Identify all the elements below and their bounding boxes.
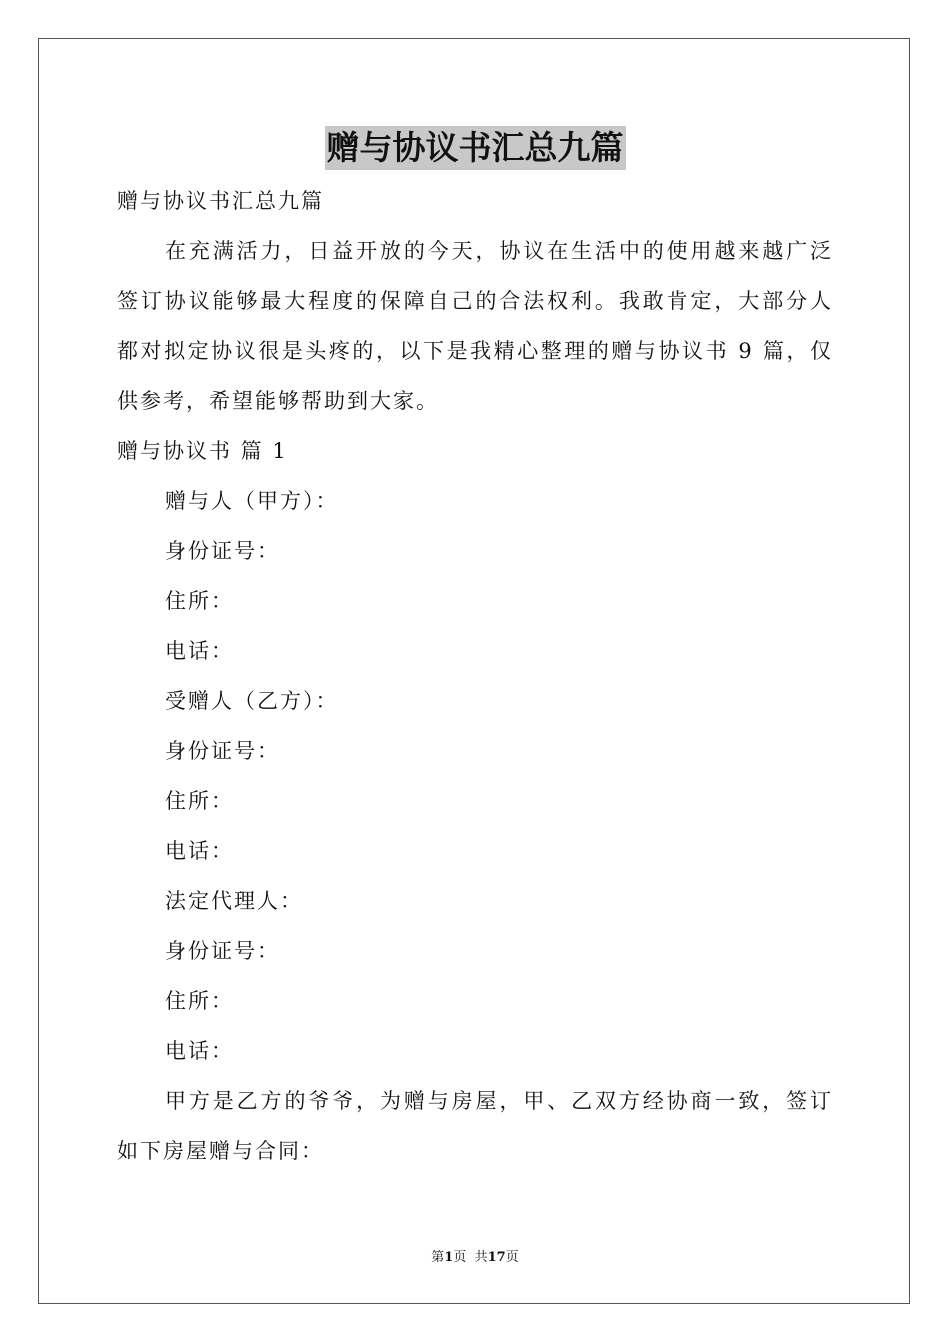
- field-label: 电话：: [165, 639, 234, 663]
- field-label: 身份证号：: [165, 539, 280, 563]
- field-label: 住所：: [165, 589, 234, 613]
- document-title: 赠与协议书汇总九篇: [325, 126, 626, 170]
- field-label: 身份证号：: [165, 939, 280, 963]
- paragraph-line: 如下房屋赠与合同：: [117, 1139, 324, 1163]
- footer-total-pages: 17: [487, 1250, 506, 1265]
- paragraph-line: 都对拟定协议很是头疼的，以下是我精心整理的赠与协议书 9 篇，仅: [117, 339, 833, 363]
- field-label: 受赠人（乙方）：: [165, 689, 339, 713]
- paragraph-line: 甲方是乙方的爷爷，为赠与房屋，甲、乙双方经协商一致，签订: [165, 1089, 833, 1113]
- document-body: [117, 176, 833, 1176]
- footer-prefix: 第: [431, 1250, 445, 1265]
- section-heading: 赠与协议书 篇 1: [117, 439, 288, 463]
- field-label: 法定代理人：: [165, 889, 303, 913]
- footer-middle: 页 共: [453, 1250, 488, 1265]
- footer-page-number: 1: [444, 1250, 454, 1265]
- paragraph-line: 签订协议能够最大程度的保障自己的合法权利。我敢肯定，大部分人: [117, 289, 833, 313]
- page-footer: [0, 1246, 950, 1265]
- field-label: 住所：: [165, 989, 234, 1013]
- paragraph-line: 在充满活力，日益开放的今天，协议在生活中的使用越来越广泛: [165, 239, 833, 263]
- footer-suffix: 页: [505, 1250, 519, 1265]
- field-label: 身份证号：: [165, 739, 280, 763]
- field-label: 赠与人（甲方）：: [165, 489, 339, 513]
- title-container: [0, 126, 950, 170]
- field-label: 电话：: [165, 1039, 234, 1063]
- paragraph-line: 供参考，希望能够帮助到大家。: [117, 389, 439, 413]
- field-label: 电话：: [165, 839, 234, 863]
- subtitle-line: 赠与协议书汇总九篇: [117, 189, 324, 213]
- field-label: 住所：: [165, 789, 234, 813]
